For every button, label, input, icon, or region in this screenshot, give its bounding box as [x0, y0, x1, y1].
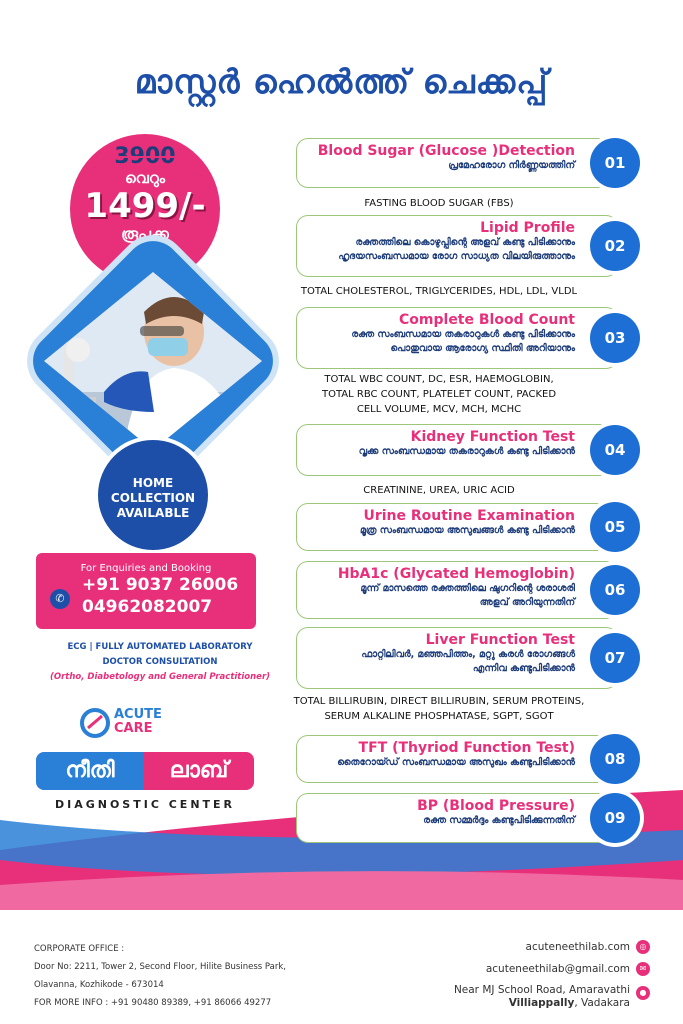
home-collection-line: AVAILABLE — [116, 506, 190, 520]
test-description: പൊതുവായ ആരോഗ്യ സ്ഥിതി അറിയാനും — [390, 343, 575, 354]
price-prefix: വെറും — [124, 169, 166, 187]
test-parameters-line: TOTAL RBC COUNT, PLATELET COUNT, PACKED — [321, 389, 557, 400]
test-card — [296, 138, 618, 188]
acute-care-logo — [78, 706, 198, 740]
test-description: മൂത്ര സംബന്ധമായ അസുഖങ്ങൾ കണ്ടു പിടിക്കാൻ — [359, 525, 575, 536]
brand-tagline: DIAGNOSTIC CENTER — [54, 798, 236, 811]
mail-icon: ✉ — [636, 962, 650, 976]
test-description: വൃക്ക സംബന്ധമായ തകരാറുകൾ കണ്ടു പിടിക്കാൻ — [358, 446, 575, 457]
price-suffix: രൂപക്ക — [121, 225, 169, 243]
services-specialties: (Ortho, Diabetology and General Practitioner) — [49, 672, 271, 682]
test-parameters-line: TOTAL CHOLESTEROL, TRIGLYCERIDES, HDL, LDL, VLDL — [300, 286, 578, 297]
test-parameters-line: TOTAL WBC COUNT, DC, ESR, HAEMOGLOBIN, — [324, 374, 554, 385]
location-line: Near MJ School Road, Amaravathi — [453, 984, 630, 996]
test-title: Urine Routine Examination — [363, 508, 575, 524]
logo-text-top: ACUTE — [114, 707, 162, 722]
test-title: Complete Blood Count — [399, 312, 575, 328]
location-town: Villiappally — [508, 997, 575, 1009]
home-collection-line: COLLECTION — [110, 491, 196, 505]
acute-care-logo-mark — [78, 706, 112, 740]
test-description: ഫാറ്റിലിവർ, മഞ്ഞപിത്തം, മറ്റു കരൾ രോഗങ്ങൾ — [361, 649, 575, 660]
brand-name-right: ലാബ് — [144, 752, 254, 790]
test-card — [296, 793, 618, 843]
test-card — [296, 307, 618, 369]
test-card — [296, 561, 618, 619]
test-number-badge: 02 — [590, 221, 640, 271]
test-number-badge: 01 — [590, 138, 640, 188]
footer-address — [34, 940, 364, 1012]
test-title: HbA1c (Glycated Hemoglobin) — [337, 566, 575, 582]
test-number-badge: 08 — [590, 734, 640, 784]
enquiry-box — [36, 553, 256, 629]
offer-price: 1499/- — [84, 186, 206, 226]
test-parameters — [254, 483, 624, 498]
test-parameters-line: SERUM ALKALINE PHOSPHATASE, SGPT, SGOT — [324, 711, 554, 722]
test-parameters-line: TOTAL BILLIRUBIN, DIRECT BILLIRUBIN, SERUM PROTEINS, — [293, 696, 585, 707]
location-pin-icon: ● — [636, 986, 650, 1000]
test-parameters-line: FASTING BLOOD SUGAR (FBS) — [364, 198, 514, 209]
enquiry-label: For Enquiries and Booking — [80, 563, 212, 574]
test-card — [296, 735, 618, 783]
location-text — [400, 984, 630, 1010]
test-description: ഹൃദയസംബന്ധമായ രോഗ സാധ്യത വിലയിരുത്താനും — [338, 251, 575, 262]
test-parameters — [254, 372, 624, 417]
location-rest: , Vadakara — [574, 997, 630, 1009]
address-line: Door No: 2211, Tower 2, Second Floor, Hilite Business Park, — [34, 962, 286, 972]
test-description: പ്രമേഹരോഗ നിർണ്ണയത്തിന് — [448, 160, 575, 171]
services-line: ECG | FULLY AUTOMATED LABORATORY — [67, 642, 253, 652]
test-title: Kidney Function Test — [410, 429, 575, 445]
logo-text-bottom: CARE — [114, 721, 153, 736]
phone-number[interactable]: 04962082007 — [82, 597, 213, 617]
test-description: രക്തത്തിലെ കൊഴുപ്പിന്റെ അളവ് കണ്ടു പിടിക്കാനും — [355, 237, 575, 248]
test-description: തൈറോയ്ഡ് സംബന്ധമായ അസുഖം കണ്ടുപിടിക്കാൻ — [337, 757, 575, 768]
office-label: CORPORATE OFFICE : — [34, 944, 125, 954]
test-parameters-line: CELL VOLUME, MCV, MCH, MCHC — [356, 404, 522, 415]
services-info — [30, 640, 290, 685]
test-parameters — [254, 284, 624, 299]
test-parameters — [254, 694, 624, 724]
test-number-badge: 06 — [590, 565, 640, 615]
test-number-badge: 04 — [590, 425, 640, 475]
footer-contacts — [400, 936, 630, 1010]
test-card — [296, 627, 618, 689]
test-number-badge: 07 — [590, 633, 640, 683]
phone-icon: ✆ — [50, 589, 70, 609]
home-collection-line: HOME — [132, 476, 174, 490]
more-info: FOR MORE INFO : +91 90480 89389, +91 86066 49277 — [34, 998, 272, 1008]
home-collection-badge — [98, 440, 208, 550]
phone-number[interactable]: +91 9037 26006 — [82, 575, 239, 595]
test-number-badge: 05 — [590, 502, 640, 552]
test-description: മൂന്ന് മാസത്തെ രക്തത്തിലെ ഷുഗറിന്റെ ശരാശരി — [360, 583, 575, 594]
website-link[interactable]: acuteneethilab.com — [525, 941, 630, 953]
services-line: DOCTOR CONSULTATION — [102, 657, 218, 667]
address-line: Olavanna, Kozhikode - 673014 — [34, 980, 164, 990]
test-description: അളവ് അറിയുന്നതിന് — [479, 597, 575, 608]
test-number-badge: 03 — [590, 313, 640, 363]
old-price: 3900 — [114, 144, 176, 169]
email-link[interactable]: acuteneethilab@gmail.com — [485, 963, 630, 975]
test-parameters — [254, 196, 624, 211]
test-description: എന്നിവ കണ്ടുപിടിക്കാൻ — [472, 663, 575, 674]
test-card — [296, 215, 618, 277]
page-title: മാസ്റ്റർ ഹെൽത്ത് ചെക്കപ്പ് — [134, 62, 549, 101]
test-title: TFT (Thyriod Function Test) — [358, 740, 575, 756]
brand-name-left: നീതി — [36, 752, 144, 790]
test-parameters-line: CREATININE, UREA, URIC ACID — [363, 485, 515, 496]
test-description: രക്ത സമ്മർദ്ദം കണ്ടുപിടിക്കുന്നതിന് — [423, 815, 575, 826]
globe-icon: ◎ — [636, 940, 650, 954]
lab-scientist-photo — [44, 272, 262, 450]
test-number-badge: 09 — [590, 793, 640, 843]
test-card — [296, 424, 618, 476]
test-title: Lipid Profile — [480, 220, 575, 236]
test-title: BP (Blood Pressure) — [417, 798, 575, 814]
test-card — [296, 503, 618, 551]
test-title: Blood Sugar (Glucose )Detection — [317, 143, 575, 159]
test-title: Liver Function Test — [425, 632, 575, 648]
test-description: രക്ത സംബന്ധമായ തകരാറുകൾ കണ്ടു പിടിക്കാനും — [351, 329, 575, 340]
